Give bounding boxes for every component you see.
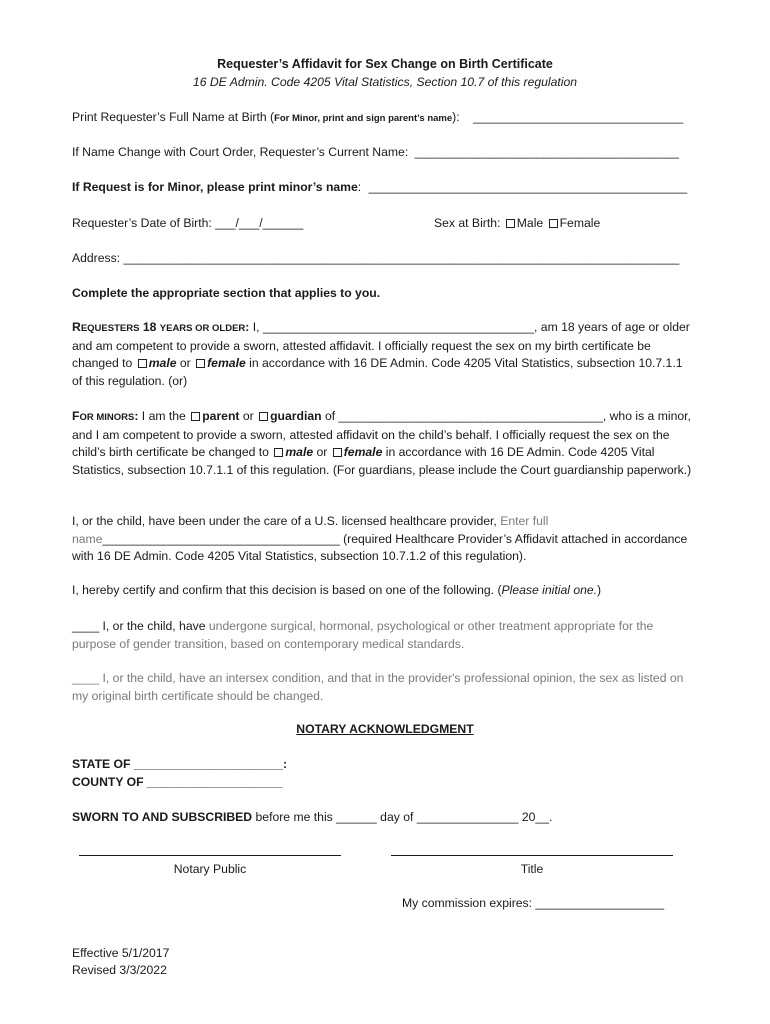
minors-text-1: I am the <box>141 409 186 423</box>
option-1-initial-field[interactable]: ____ <box>72 619 100 633</box>
male-label: Male <box>516 216 544 230</box>
minor-female-label: female <box>343 445 383 459</box>
full-name-row <box>72 110 683 124</box>
dob-label: Requester’s Date of Birth: <box>72 216 212 230</box>
option-2-initial-field[interactable]: ____ <box>72 671 100 685</box>
certify-statement <box>72 583 601 597</box>
full-name-close: ): <box>452 110 460 124</box>
sex-label: Sex at Birth: <box>434 216 501 230</box>
commission-field[interactable]: ___________________ <box>535 896 665 910</box>
notary-heading: NOTARY ACKNOWLEDGMENT <box>296 722 474 736</box>
full-name-label: Print Requester’s Full Name at Birth ( <box>72 110 275 124</box>
option-treatment <box>72 618 694 653</box>
address-label: Address: <box>72 251 121 265</box>
sex-at-birth-row <box>434 216 600 230</box>
adult-male-checkbox[interactable] <box>138 359 147 368</box>
current-name-field[interactable]: _______________________________________ <box>414 145 679 159</box>
dob-row <box>72 216 303 230</box>
county-field[interactable]: ____________________ <box>146 775 283 789</box>
sworn-bold: SWORN TO AND SUBSCRIBED <box>72 810 253 824</box>
female-label: Female <box>559 216 601 230</box>
provider-name-blank[interactable]: ___________________________________ <box>102 531 340 546</box>
option-1-lead: I, or the child, have <box>102 619 206 633</box>
parent-label: parent <box>202 409 240 423</box>
title-label: Title <box>520 862 544 876</box>
state-label: STATE OF <box>72 757 131 771</box>
minors-or-2: or <box>316 445 328 459</box>
female-checkbox[interactable] <box>549 219 558 228</box>
current-name-row <box>72 145 679 159</box>
section-instruction: Complete the appropriate section that applies to you. <box>72 286 381 300</box>
commission-label: My commission expires: <box>402 896 533 910</box>
minor-name-field[interactable]: _______________________________________________ <box>368 180 688 194</box>
document-subtitle: 16 DE Admin. Code 4205 Vital Statistics, Section 10.7 of this regulation <box>192 75 578 89</box>
minor-name-row <box>72 180 687 194</box>
minors-text-3: in accordance with 16 DE Admin. Code 4205 Vital Statistics, subsection 10.7.1.1 of this regulation. (For guardians, please include the Court guardianship paperwork.) <box>72 445 692 477</box>
certify-note: Please initial one. <box>501 583 598 597</box>
full-name-field[interactable]: _______________________________ <box>472 110 684 124</box>
effective-date: Effective 5/1/2017 <box>72 946 170 960</box>
minors-heading: FOR MINORS: <box>72 409 139 423</box>
minor-female-checkbox[interactable] <box>333 448 342 457</box>
option-intersex <box>72 670 694 705</box>
parent-checkbox[interactable] <box>191 412 200 421</box>
current-name-label: If Name Change with Court Order, Requester’s Current Name: <box>72 145 409 159</box>
minors-or-1: or <box>242 409 254 423</box>
state-row <box>72 757 287 771</box>
requesters-18-text-2: in accordance with 16 DE Admin. Code 4205 Vital Statistics, subsection 10.7.1.1 of this regulation. (or) <box>72 356 683 388</box>
dob-field[interactable]: ___/___/______ <box>215 216 304 230</box>
minor-name-colon: : <box>357 180 362 194</box>
minor-male-checkbox[interactable] <box>274 448 283 457</box>
minors-text-2: of _______________________________________, who is a minor, and I am competent to provide a sworn, attested affidavit on the child’s behalf. I officially request the sex on the child’s birth certificate be changed to <box>72 409 691 459</box>
option-2-text: I, or the child, have an intersex condition, and that in the provider's professional opinion, the sex as listed on my original birth certificate should be changed. <box>72 671 684 703</box>
notary-public-label: Notary Public <box>173 862 247 876</box>
minor-name-label: If Request is for Minor, please print minor’s name <box>72 180 358 194</box>
document-title: Requester’s Affidavit for Sex Change on Birth Certificate <box>217 57 553 71</box>
state-field[interactable]: ______________________: <box>133 757 288 771</box>
adult-female-label: female <box>207 356 246 370</box>
revised-date: Revised 3/3/2022 <box>72 963 167 977</box>
certify-text: I, hereby certify and confirm that this decision is based on one of the following. ( <box>72 583 502 597</box>
notary-signature-line[interactable] <box>79 855 341 856</box>
minor-male-label: male <box>285 445 314 459</box>
healthcare-section <box>72 513 694 566</box>
requesters-18-section <box>72 319 694 390</box>
requesters-18-heading: REQUESTERS 18 YEARS OR OLDER: <box>72 320 250 334</box>
provider-name-field[interactable]: Enter full name <box>72 514 549 546</box>
minors-section <box>72 408 694 479</box>
healthcare-text-1: I, or the child, have been under the care of a U.S. licensed healthcare provider, <box>72 514 497 528</box>
title-signature-line[interactable] <box>391 855 673 856</box>
address-field[interactable]: __________________________________________________________________________________ <box>123 251 680 265</box>
guardian-checkbox[interactable] <box>259 412 268 421</box>
male-checkbox[interactable] <box>506 219 515 228</box>
county-row <box>72 775 283 789</box>
sworn-text[interactable]: before me this ______ day of _______________ 20__. <box>255 810 553 824</box>
full-name-note: For Minor, print and sign parent’s name <box>274 113 453 124</box>
county-label: COUNTY OF <box>72 775 144 789</box>
sworn-row <box>72 810 552 824</box>
address-row <box>72 251 679 265</box>
guardian-label: guardian <box>270 409 322 423</box>
commission-row <box>402 896 664 910</box>
requesters-18-text: I, ________________________________________, am 18 years of age or older and am competent to provide a sworn, attested affidavit. I officially request the sex on my birth certificate be changed to <box>72 320 690 370</box>
healthcare-text-2: (required Healthcare Provider’s Affidavit attached in accordance with 16 DE Admin. Code 4205 Vital Statistics, subsection 10.7.1.2 of this regulation). <box>72 531 688 563</box>
adult-or-text: or <box>179 356 191 370</box>
option-1-text: undergone surgical, hormonal, psychological or other treatment appropriate for the purpose of gender transition, based on contemporary medical standards. <box>72 619 654 651</box>
adult-male-label: male <box>148 356 177 370</box>
adult-female-checkbox[interactable] <box>196 359 205 368</box>
certify-close: ) <box>597 583 602 597</box>
